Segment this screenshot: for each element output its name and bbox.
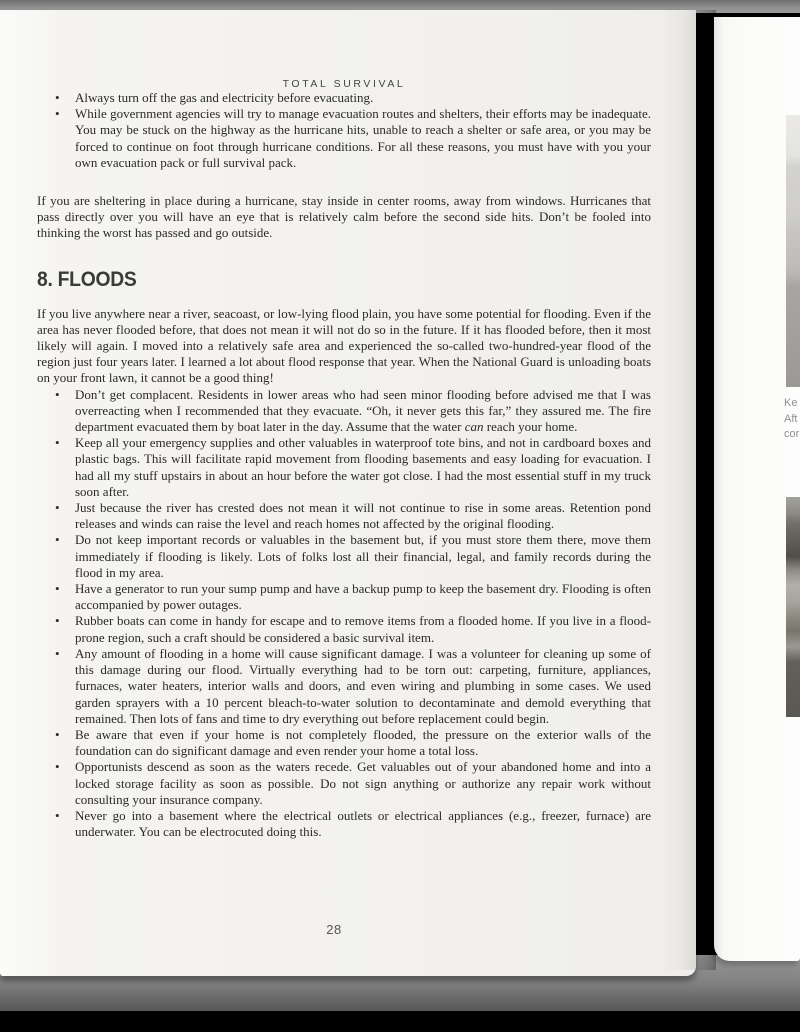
bullet-text: Be aware that even if your home is not completely flooded, the pressure on the exterior walls of the foundation can do significant damage and even render your home a total loss. <box>75 726 651 759</box>
list-item <box>37 646 651 727</box>
caption-line: Aft <box>784 412 798 425</box>
bullet-text: Don’t get complacent. Residents in lower areas who had seen minor flooding before advised me that I was overreacting when I recommended that they evacuate. “Oh, it never gets this far,” they assured me. The fire department evacuated them by boat later in the day. Assume that the water <box>75 386 651 435</box>
floods-intro-paragraph: If you live anywhere near a river, seacoast, or low-lying flood plain, you have some potential for flooding. Even if the area has never flooded before, that does not mean it will not do so in the future. If it has flooded before, then it most likely will again. I moved into a relatively safe area and experienced the so-called two-hundred-year flood of the region just four years later. I learned a lot about flood response that year. When the National Guard is unloading boats on your front lawn, it cannot be a good thing! <box>37 305 651 386</box>
facing-page-photo-top-fragment <box>786 115 800 387</box>
list-item <box>37 387 651 436</box>
bullet-text: Rubber boats can come in handy for escape and to remove items from a flooded home. If you live in a flood-prone region, such a craft should be considered a basic survival item. <box>75 613 651 645</box>
section-heading-floods: 8. FLOODS <box>37 267 137 291</box>
hurricane-shelter-paragraph: If you are sheltering in place during a hurricane, stay inside in center rooms, away from windows. Hurricanes that pass directly over you will have an eye that is relatively calm before the second side hits. Don’t be fooled into thinking the worst has passed and go outside. <box>37 193 651 241</box>
bullet-text: Have a generator to run your sump pump and have a backup pump to keep the basement dry. Flooding is often accompanied by power outages. <box>75 581 651 613</box>
bullet-text: While government agencies will try to manage evacuation routes and shelters, their efforts may be inadequate. You may be stuck on the highway as the hurricane hits, unable to reach a shelter or safe area, or you may be forced to continue on foot through hurricane conditions. For all these reasons, you must have with you your own evacuation pack or full survival pack. <box>75 106 651 170</box>
list-item <box>37 500 651 532</box>
bullet-text: reach your home. <box>483 419 578 435</box>
book-page-left <box>0 10 696 976</box>
caption-line: cor <box>784 428 800 440</box>
caption-line: Ke <box>784 397 798 409</box>
bullet-text: Never go into a basement where the electrical outlets or electrical appliances (e.g., freezer, furnace) are underwater. You can be electrocuted doing this. <box>75 807 651 840</box>
facing-page-caption-fragment <box>784 396 800 448</box>
hurricane-bullet-list <box>37 90 651 171</box>
bullet-text: Keep all your emergency supplies and other valuables in waterproof tote bins, and not in cardboard boxes and plastic bags. This will facilitate rapid movement from flooding basements and easy loading for evacuation. I had all my stuff upstairs in about an hour before the water got close. I had the most essential stuff in my truck soon after. <box>75 435 651 499</box>
list-item <box>37 613 651 645</box>
bullet-text: Any amount of flooding in a home will cause significant damage. I was a volunteer for cleaning up some of this damage during our flood. Virtually everything had to be torn out: carpeting, furniture, appliances, furnaces, water heaters, interior walls and doors, and even wiring and plumbing in some cases. We used garden sprayers with a 10 percent bleach-to-water solution to decontaminate and demold everything that remained. Then lots of fans and time to dry everything out before replacement could begin. <box>75 645 651 726</box>
list-item <box>37 532 651 581</box>
list-item <box>37 759 651 808</box>
floods-bullet-list <box>37 387 651 841</box>
bullet-text: Always turn off the gas and electricity before evacuating. <box>75 90 374 105</box>
page-content <box>37 10 651 976</box>
list-item <box>37 808 651 840</box>
bullet-text: Do not keep important records or valuables in the basement but, if you must store them there, move them immediately if flooding is likely. Lots of folks lost all their financial, legal, and family records during the flood in my area. <box>75 532 651 580</box>
list-item <box>37 106 651 171</box>
bullet-text-italic: can <box>464 419 484 435</box>
list-item <box>37 581 651 613</box>
facing-page-photo-bottom-fragment <box>786 497 800 717</box>
page-number: 28 <box>326 922 342 937</box>
list-item <box>37 435 651 500</box>
list-item <box>37 727 651 759</box>
bullet-text: Just because the river has crested does not mean it will not continue to rise in some areas. Retention pond releases and winds can raise the level and reach homes not affected by the original flooding. <box>75 500 651 532</box>
bullet-text: Opportunists descend as soon as the waters recede. Get valuables out of your abandoned home and into a locked storage facility as soon as possible. Do not sign anything or authorize any repair work without consulting your insurance company. <box>75 759 651 807</box>
running-header: TOTAL SURVIVAL <box>282 78 406 90</box>
list-item <box>37 90 651 106</box>
